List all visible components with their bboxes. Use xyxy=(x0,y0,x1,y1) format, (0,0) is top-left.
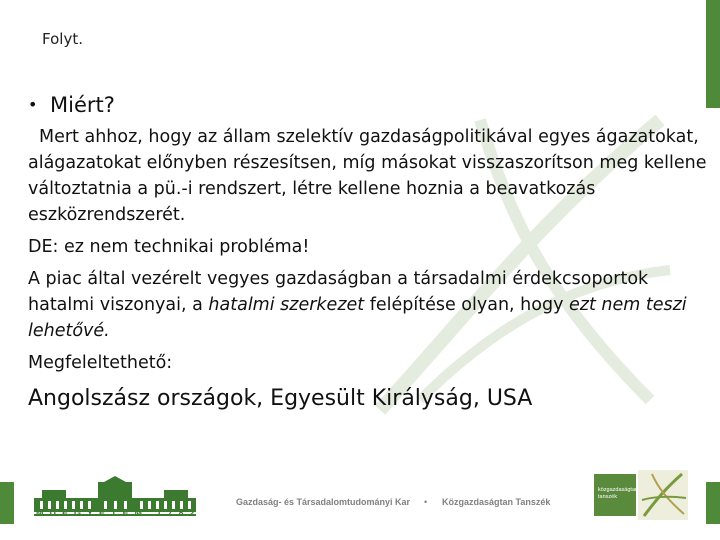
university-building-logo xyxy=(34,476,196,532)
slide-content xyxy=(28,92,708,412)
bullet-text: Miért? xyxy=(50,93,115,117)
slide-title: Folyt. xyxy=(42,30,83,48)
footer-right-accent-bar xyxy=(706,482,720,524)
paragraph-market-part2: felépítése olyan, hogy xyxy=(364,295,569,315)
faculty-name: Gazdaság- és Társadalomtudományi Kar xyxy=(236,497,411,507)
footer-left-accent-bar xyxy=(0,482,14,524)
department-logo-mark xyxy=(638,470,688,520)
department-badge-line1: közgazdaságtan xyxy=(598,487,639,493)
paragraph-reason: Mert ahhoz, hogy az állam szelektív gazdaságpolitikával egyes ágazatokat, alágazatokat előnyben részesítsen, míg másokat visszaszorítson meg kellene változtatnia a pü.-i rendszert, létre kellene hoznia a beavatkozás eszközrendszerét. xyxy=(28,127,707,225)
paragraph-but: DE: ez nem technikai probléma! xyxy=(28,237,310,257)
paragraph-market-part1: A piac által vezérelt vegyes gazdaságban a társadalmi érdekcsoportok hatalmi viszonyai, a xyxy=(28,269,649,315)
university-caption: MŰEGYETEM 1782 xyxy=(36,508,201,518)
paragraph-market xyxy=(28,266,708,344)
paragraph-market-italic2: ezt nem teszi lehetővé. xyxy=(28,295,687,341)
bullet-icon: • xyxy=(28,95,38,114)
right-accent-bar xyxy=(706,0,720,108)
department-badge-line2: tanszék xyxy=(598,494,617,500)
bullet-item xyxy=(28,92,708,118)
conclusion-text: Angolszász országok, Egyesült Királyság, USA xyxy=(28,386,533,411)
department-badge xyxy=(594,474,639,516)
paragraph-mapping: Megfeleltethető: xyxy=(28,353,173,373)
department-name: Közgazdaságtan Tanszék xyxy=(442,497,551,507)
footer-separator: • xyxy=(424,497,428,507)
paragraph-market-italic1: hatalmi szerkezet xyxy=(208,295,365,315)
